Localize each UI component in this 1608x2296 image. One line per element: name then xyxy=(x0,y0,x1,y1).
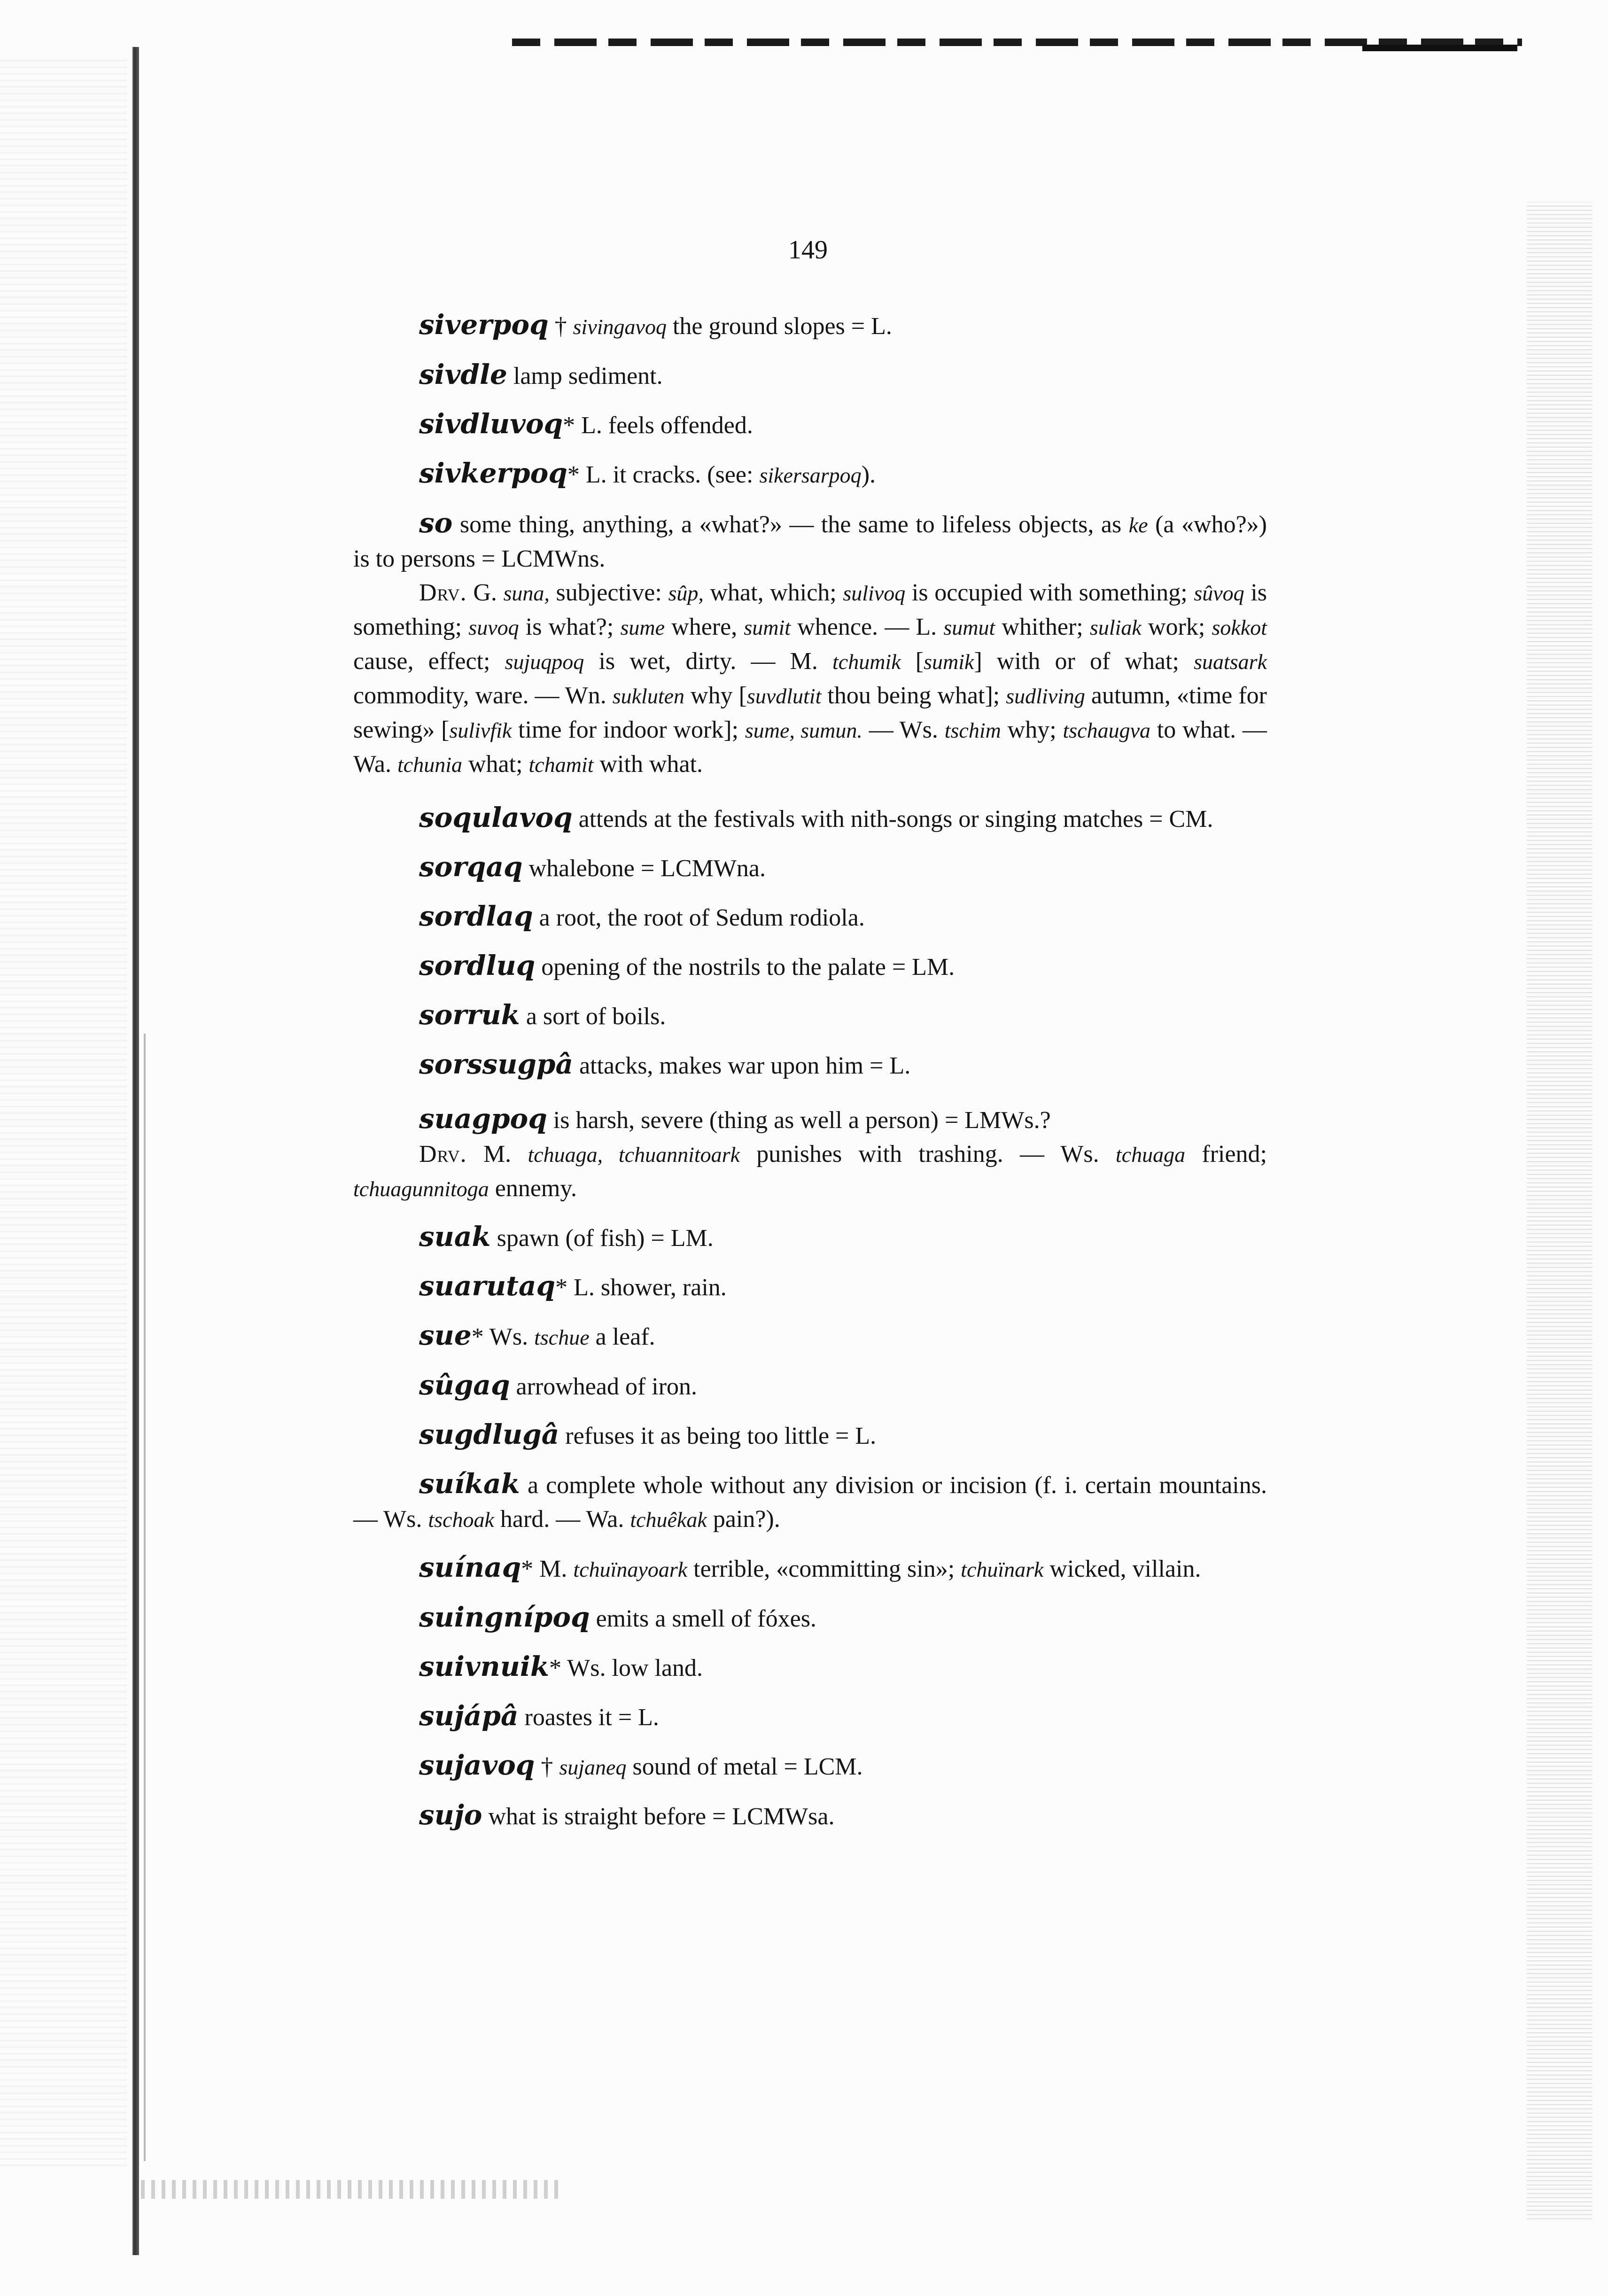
dictionary-entry: suíkak a complete whole without any division or incision (f. i. certain mountains. — Ws. tschoak hard. — Wa. tchuêkak pain?). xyxy=(353,1468,1267,1533)
page-number: 149 xyxy=(788,235,828,265)
dictionary-entry: suingnípoq emits a smell of fóxes. xyxy=(419,1601,816,1633)
headword: siverpoq xyxy=(419,309,549,341)
dictionary-entry: sivdle lamp sediment. xyxy=(419,358,663,390)
headword: sordlaq xyxy=(419,900,533,932)
dictionary-entries xyxy=(353,308,1267,1834)
dictionary-entry: suak spawn (of fish) = LM. xyxy=(419,1221,714,1253)
scan-noise-left xyxy=(0,56,127,2171)
headword: sorssugpâ xyxy=(419,1048,574,1080)
headword: sorruk xyxy=(419,999,520,1031)
dictionary-entry: sordluq opening of the nostrils to the palate = LM. xyxy=(419,950,955,981)
headword: so xyxy=(419,507,453,539)
derivation-note: Drv. M. tchuaga, tchuannitoark punishes with trashing. — Ws. tchuaga friend; tchuagunnitoga ennemy. xyxy=(353,1141,1267,1202)
dictionary-entry: sivdluvoq* L. feels offended. xyxy=(419,408,753,440)
headword: suarutaq xyxy=(419,1270,556,1302)
headword: sivkerpoq xyxy=(419,457,567,489)
headword: suingnípoq xyxy=(419,1601,590,1633)
headword: sujápâ xyxy=(419,1700,519,1732)
dictionary-entry: siverpoq † sivingavoq the ground slopes = L. xyxy=(419,309,892,341)
dictionary-entry: sujápâ roastes it = L. xyxy=(419,1700,659,1732)
dictionary-entry: sûgaq arrowhead of iron. xyxy=(419,1369,698,1401)
headword: sivdluvoq xyxy=(419,408,563,440)
scan-smudge-bottom xyxy=(141,2180,564,2199)
headword: sorqaq xyxy=(419,851,523,883)
derivation-label: Drv. xyxy=(419,1141,467,1167)
headword: sujavoq xyxy=(419,1749,535,1781)
headword: suivnuik xyxy=(419,1650,550,1682)
headword: suagpoq xyxy=(419,1103,547,1135)
dictionary-entry: sivkerpoq* L. it cracks. (see: sikersarpoq). xyxy=(419,457,876,489)
dictionary-entry: suagpoq is harsh, severe (thing as well a person) = LMWs.? xyxy=(419,1103,1051,1135)
derivation-note: Drv. G. suna, subjective: sûp, what, which; sulivoq is occupied with something; sûvoq is something; suvoq is what?; sume where, sumit whence. — L. sumut whither; suliak work; sokkot cause, effect; sujuqpoq is wet, dirty. — M. tchumik [sumik] with or of what; suatsark commodity, ware. — Wn. sukluten why [suvdlutit thou being what]; sudliving autumn, «time for sewing» [sulivfik time for indoor work]; sume, sumun. — Ws. tschim why; tschaugva to what. — Wa. tchunia what; tchamit with what. xyxy=(353,579,1267,778)
dictionary-entry: suarutaq* L. shower, rain. xyxy=(419,1270,727,1302)
dictionary-entry: sordlaq a root, the root of Sedum rodiola. xyxy=(419,900,865,932)
dictionary-entry: soqulavoq attends at the festivals with nith-songs or singing matches = CM. xyxy=(419,802,1213,833)
binding-shadow xyxy=(132,47,139,2255)
dictionary-entry: sujavoq † sujaneq sound of metal = LCM. xyxy=(419,1749,863,1781)
dictionary-entry: sugdlugâ refuses it as being too little = L. xyxy=(419,1418,877,1450)
headword: sugdlugâ xyxy=(419,1418,559,1450)
headword: sue xyxy=(419,1319,472,1351)
headword: sujo xyxy=(419,1799,482,1831)
dictionary-entry: sorqaq whalebone = LCMWna. xyxy=(419,851,766,883)
scan-noise-right xyxy=(1527,202,1592,2222)
binding-shadow-secondary xyxy=(144,1034,146,2161)
dictionary-entry: sorruk a sort of boils. xyxy=(419,999,666,1031)
headword: suíkak xyxy=(419,1468,520,1500)
headword: sivdle xyxy=(419,358,507,390)
headword: sûgaq xyxy=(419,1369,510,1401)
dictionary-entry: suivnuik* Ws. low land. xyxy=(419,1650,703,1682)
dictionary-entry: sorssugpâ attacks, makes war upon him = L. xyxy=(419,1048,911,1080)
dictionary-entry: suínaq* M. tchuïnayoark terrible, «committing sin»; tchuïnark wicked, villain. xyxy=(419,1551,1201,1583)
dictionary-entry: sue* Ws. tschue a leaf. xyxy=(419,1319,655,1351)
headword: soqulavoq xyxy=(419,802,573,833)
headword: suak xyxy=(419,1221,491,1253)
top-scan-rule-right xyxy=(1362,45,1517,51)
derivation-label: Drv. xyxy=(419,579,467,606)
dictionary-entry: sujo what is straight before = LCMWsa. xyxy=(419,1799,835,1831)
headword: sordluq xyxy=(419,950,536,981)
headword: suínaq xyxy=(419,1551,521,1583)
dictionary-entry: so some thing, anything, a «what?» — the same to lifeless objects, as ke (a «who?») is to persons = LCMWns. xyxy=(353,507,1267,572)
